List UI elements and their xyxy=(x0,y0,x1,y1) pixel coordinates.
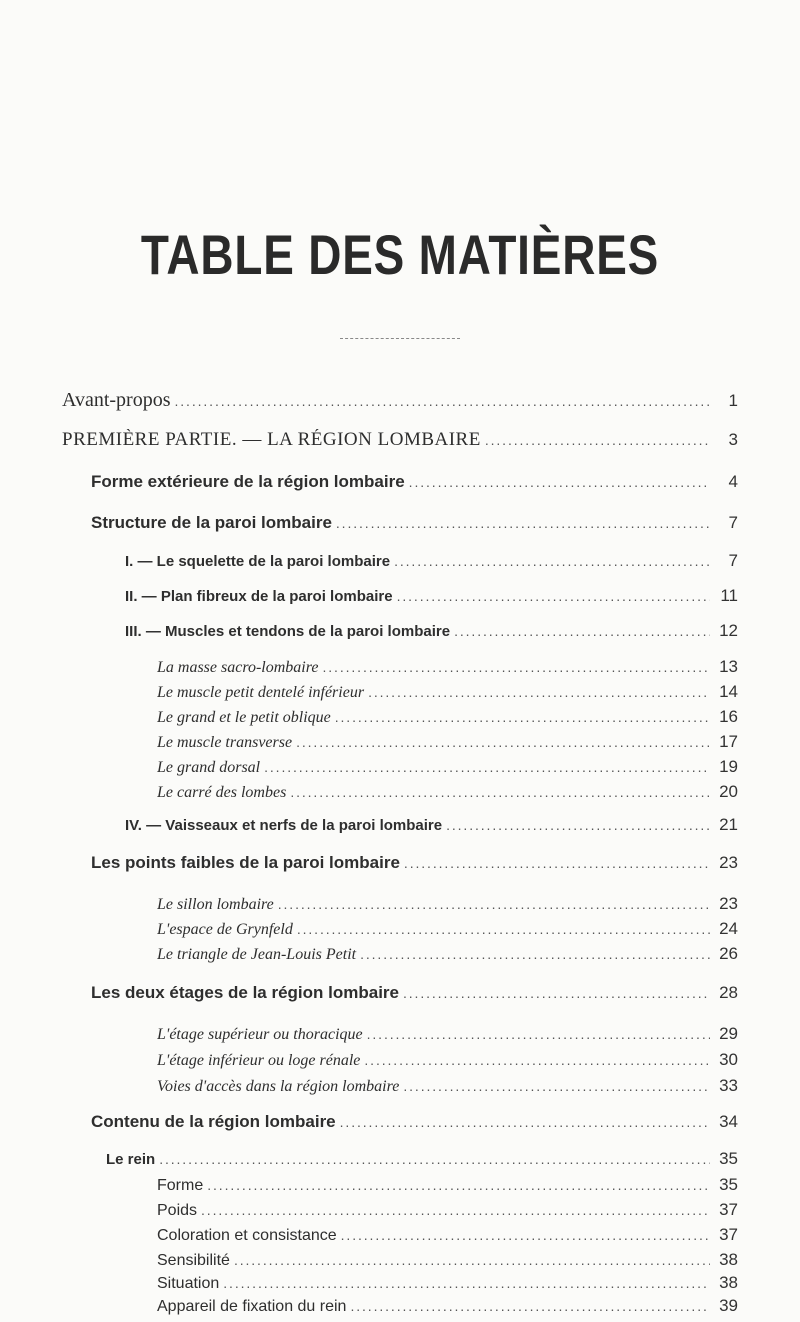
toc-entry-label: Structure de la paroi lombaire xyxy=(91,513,332,532)
toc-entry-forme-exterieure xyxy=(91,472,738,498)
toc-entry-label: Le muscle petit dentelé inférieur xyxy=(157,684,365,701)
toc-entry-points-faibles xyxy=(91,853,738,879)
leader-dots xyxy=(234,1252,710,1268)
leader-dots xyxy=(296,734,710,750)
toc-entry-plan-fibreux xyxy=(125,586,738,612)
toc-entry-label: Situation xyxy=(157,1275,220,1292)
toc-entry-page: 34 xyxy=(719,1112,738,1131)
toc-entry-contenu xyxy=(91,1112,738,1138)
toc-entry-voies-acces xyxy=(157,1076,738,1102)
toc-entry-label: Appareil de fixation du rein xyxy=(157,1298,347,1315)
toc-entry-page: 35 xyxy=(719,1149,738,1168)
toc-entry-page: 39 xyxy=(719,1296,738,1315)
leader-dots xyxy=(360,946,710,962)
leader-dots xyxy=(297,921,710,937)
toc-entry-petit-dentele xyxy=(157,682,738,708)
toc-entry-label: Avant-propos xyxy=(62,389,171,411)
toc-entry-page: 37 xyxy=(719,1200,738,1219)
toc-entry-page: 23 xyxy=(719,853,738,872)
leader-dots xyxy=(485,432,710,448)
leader-dots xyxy=(336,515,710,531)
toc-entry-label: Le sillon lombaire xyxy=(157,896,274,913)
leader-dots xyxy=(397,588,710,604)
leader-dots xyxy=(403,985,710,1001)
leader-dots xyxy=(364,1052,710,1068)
leader-dots xyxy=(223,1275,710,1291)
toc-entry-label: Le carré des lombes xyxy=(157,784,287,801)
toc-entry-label: Forme xyxy=(157,1177,204,1194)
toc-entry-masse-sacro-lombaire xyxy=(157,657,738,683)
leader-dots xyxy=(394,553,710,569)
toc-entry-label: III. — Muscles et tendons de la paroi lombaire xyxy=(125,623,451,640)
toc-entry-page: 33 xyxy=(719,1076,738,1095)
toc-entry-carre-des-lombes xyxy=(157,782,738,808)
leader-dots xyxy=(403,1078,710,1094)
toc-entry-page: 29 xyxy=(719,1024,738,1043)
toc-entry-page: 1 xyxy=(728,391,738,410)
toc-entry-sillon-lombaire xyxy=(157,894,738,920)
toc-entry-label: Voies d'accès dans la région lombaire xyxy=(157,1078,400,1095)
toc-entry-page: 20 xyxy=(719,782,738,801)
toc-entry-page: 38 xyxy=(719,1250,738,1269)
toc-entry-label: Contenu de la région lombaire xyxy=(91,1112,336,1131)
toc-entry-page: 35 xyxy=(719,1175,738,1194)
toc-entry-page: 11 xyxy=(720,586,738,605)
toc-entry-page: 4 xyxy=(728,472,738,491)
toc-entry-grand-petit-oblique xyxy=(157,707,738,733)
toc-entry-page: 28 xyxy=(719,983,738,1002)
toc-entry-page: 38 xyxy=(719,1273,738,1292)
leader-dots xyxy=(446,817,710,833)
toc-entry-label: La masse sacro-lombaire xyxy=(157,659,319,676)
toc-entry-page: 12 xyxy=(719,621,738,640)
toc-entry-label: Le triangle de Jean-Louis Petit xyxy=(157,946,357,963)
toc-entry-label: Le grand dorsal xyxy=(157,759,261,776)
toc-entry-page: 7 xyxy=(728,513,738,532)
toc-entry-page: 19 xyxy=(719,757,738,776)
page-title: TABLE DES MATIÈRES xyxy=(140,223,660,286)
toc-entry-page: 23 xyxy=(719,894,738,913)
toc-entry-le-rein xyxy=(106,1149,738,1175)
toc-entry-label: PREMIÈRE PARTIE. — LA RÉGION LOMBAIRE xyxy=(62,429,481,450)
toc-entry-page: 21 xyxy=(719,815,738,834)
toc-entry-muscles-tendons xyxy=(125,621,738,647)
toc-entry-label: Les points faibles de la paroi lombaire xyxy=(91,853,400,872)
toc-entry-coloration xyxy=(157,1225,738,1251)
toc-entry-label: Forme extérieure de la région lombaire xyxy=(91,472,405,491)
toc-entry-appareil-fixation xyxy=(157,1296,738,1322)
toc-entry-structure xyxy=(91,513,738,539)
toc-entry-vaisseaux-nerfs xyxy=(125,815,738,841)
leader-dots xyxy=(207,1177,710,1193)
toc-entry-espace-grynfeld xyxy=(157,919,738,945)
toc-entry-label: L'étage inférieur ou loge rénale xyxy=(157,1052,361,1069)
toc-entry-page: 16 xyxy=(719,707,738,726)
leader-dots xyxy=(335,709,710,725)
leader-dots xyxy=(175,393,711,409)
toc-entry-forme xyxy=(157,1175,738,1201)
leader-dots xyxy=(340,1114,710,1130)
toc-entry-muscle-transverse xyxy=(157,732,738,758)
toc-entry-grand-dorsal xyxy=(157,757,738,783)
toc-entry-label: Sensibilité xyxy=(157,1252,230,1269)
toc-entry-label: Le muscle transverse xyxy=(157,734,293,751)
toc-entry-label: Les deux étages de la région lombaire xyxy=(91,983,399,1002)
toc-entry-etage-superieur xyxy=(157,1024,738,1050)
leader-dots xyxy=(368,684,710,700)
leader-dots xyxy=(278,896,710,912)
toc-entry-etage-inferieur xyxy=(157,1050,738,1076)
toc-entry-triangle-petit xyxy=(157,944,738,970)
leader-dots xyxy=(341,1227,710,1243)
toc-entry-deux-etages xyxy=(91,983,738,1009)
leader-dots xyxy=(404,855,710,871)
toc-entry-page: 30 xyxy=(719,1050,738,1069)
leader-dots xyxy=(409,474,710,490)
toc-entry-label: Le grand et le petit oblique xyxy=(157,709,331,726)
leader-dots xyxy=(322,659,710,675)
toc-entry-poids xyxy=(157,1200,738,1226)
toc-entry-label: L'espace de Grynfeld xyxy=(157,921,293,938)
toc-entry-premiere-partie xyxy=(62,429,738,455)
toc-entry-page: 3 xyxy=(728,430,738,449)
toc-entry-page: 13 xyxy=(719,657,738,676)
title-divider xyxy=(340,338,460,339)
toc-entry-page: 24 xyxy=(719,919,738,938)
toc-entry-page: 7 xyxy=(728,551,738,570)
leader-dots xyxy=(159,1151,710,1167)
toc-entry-label: II. — Plan fibreux de la paroi lombaire xyxy=(125,588,393,605)
leader-dots xyxy=(264,759,710,775)
toc-entry-page: 17 xyxy=(719,732,738,751)
leader-dots xyxy=(367,1026,710,1042)
leader-dots xyxy=(290,784,710,800)
leader-dots xyxy=(350,1298,710,1314)
toc-entry-avant-propos xyxy=(62,389,738,415)
toc-entry-page: 37 xyxy=(719,1225,738,1244)
toc-entry-label: L'étage supérieur ou thoracique xyxy=(157,1026,363,1043)
leader-dots xyxy=(201,1202,710,1218)
toc-entry-page: 14 xyxy=(719,682,738,701)
toc-entry-label: Coloration et consistance xyxy=(157,1227,337,1244)
leader-dots xyxy=(454,623,710,639)
toc-entry-page: 26 xyxy=(719,944,738,963)
toc-entry-squelette xyxy=(125,551,738,577)
toc-entry-label: Le rein xyxy=(106,1151,156,1168)
toc-entry-label: IV. — Vaisseaux et nerfs de la paroi lombaire xyxy=(125,817,443,834)
toc-entry-label: I. — Le squelette de la paroi lombaire xyxy=(125,553,391,570)
toc-entry-label: Poids xyxy=(157,1202,198,1219)
